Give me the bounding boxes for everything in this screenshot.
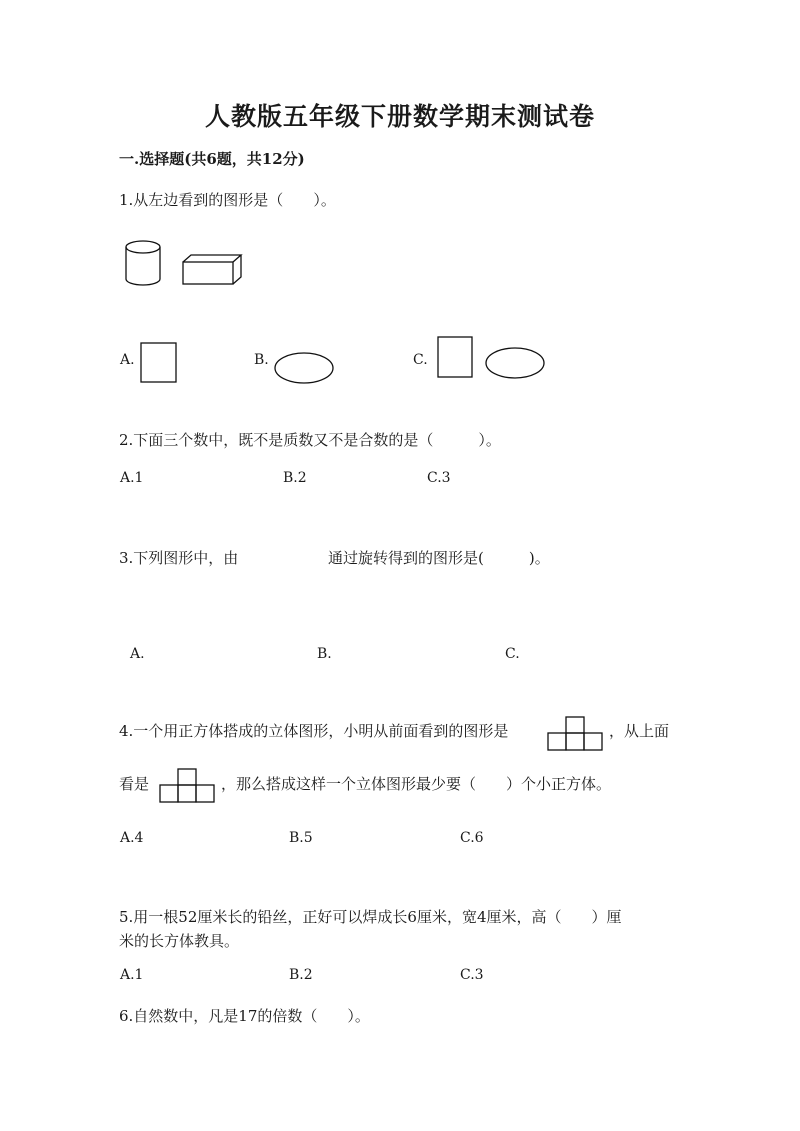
q4-front-view-figure	[547, 716, 605, 752]
question-5-line2: 米的长方体教具。	[119, 932, 240, 950]
page-title: 人教版五年级下册数学期末测试卷	[204, 102, 595, 131]
q1-option-b-ellipse	[273, 351, 337, 385]
q1-option-b-label[interactable]: B.	[254, 352, 269, 368]
question-3-text-before: 3.下列图形中，由	[119, 549, 239, 567]
q1-option-a-square	[140, 342, 178, 384]
question-4-line2-before: 看是	[119, 775, 150, 793]
q2-option-b[interactable]: B.2	[283, 470, 307, 486]
q4-option-a[interactable]: A.4	[120, 830, 144, 846]
section-heading: 一.选择题(共6题，共12分)	[119, 150, 305, 168]
question-3-text-after: 通过旋转得到的图形是( )。	[328, 549, 550, 567]
question-4-line1-after: ，从上面	[609, 722, 670, 740]
q4-option-b[interactable]: B.5	[289, 830, 313, 846]
q1-solids-figure	[118, 236, 248, 292]
q2-option-a[interactable]: A.1	[120, 470, 144, 486]
q1-option-c-figures	[437, 336, 549, 380]
q5-option-a[interactable]: A.1	[120, 967, 144, 983]
q3-option-b-label[interactable]: B.	[317, 646, 332, 662]
question-2-text: 2.下面三个数中，既不是质数又不是合数的是（ ）。	[119, 431, 501, 449]
q5-option-b[interactable]: B.2	[289, 967, 313, 983]
question-4-line1-before: 4.一个用正方体搭成的立体图形，小明从前面看到的图形是	[119, 722, 509, 740]
q4-top-view-figure	[159, 768, 217, 804]
q3-option-a-label[interactable]: A.	[130, 646, 145, 662]
q5-option-c[interactable]: C.3	[460, 967, 484, 983]
q1-option-a-label[interactable]: A.	[120, 352, 135, 368]
q3-option-c-label[interactable]: C.	[505, 646, 520, 662]
question-5-line1: 5.用一根52厘米长的铅丝，正好可以焊成长6厘米，宽4厘米，高（ ）厘	[119, 908, 622, 926]
q2-option-c[interactable]: C.3	[427, 470, 451, 486]
question-1-text: 1.从左边看到的图形是（ ）。	[119, 191, 336, 209]
question-6-text: 6.自然数中，凡是17的倍数（ ）。	[119, 1007, 370, 1025]
question-4-line2-after: ，那么搭成这样一个立体图形最少要（ ）个小正方体。	[221, 775, 612, 793]
q1-option-c-label[interactable]: C.	[413, 352, 428, 368]
q4-option-c[interactable]: C.6	[460, 830, 484, 846]
